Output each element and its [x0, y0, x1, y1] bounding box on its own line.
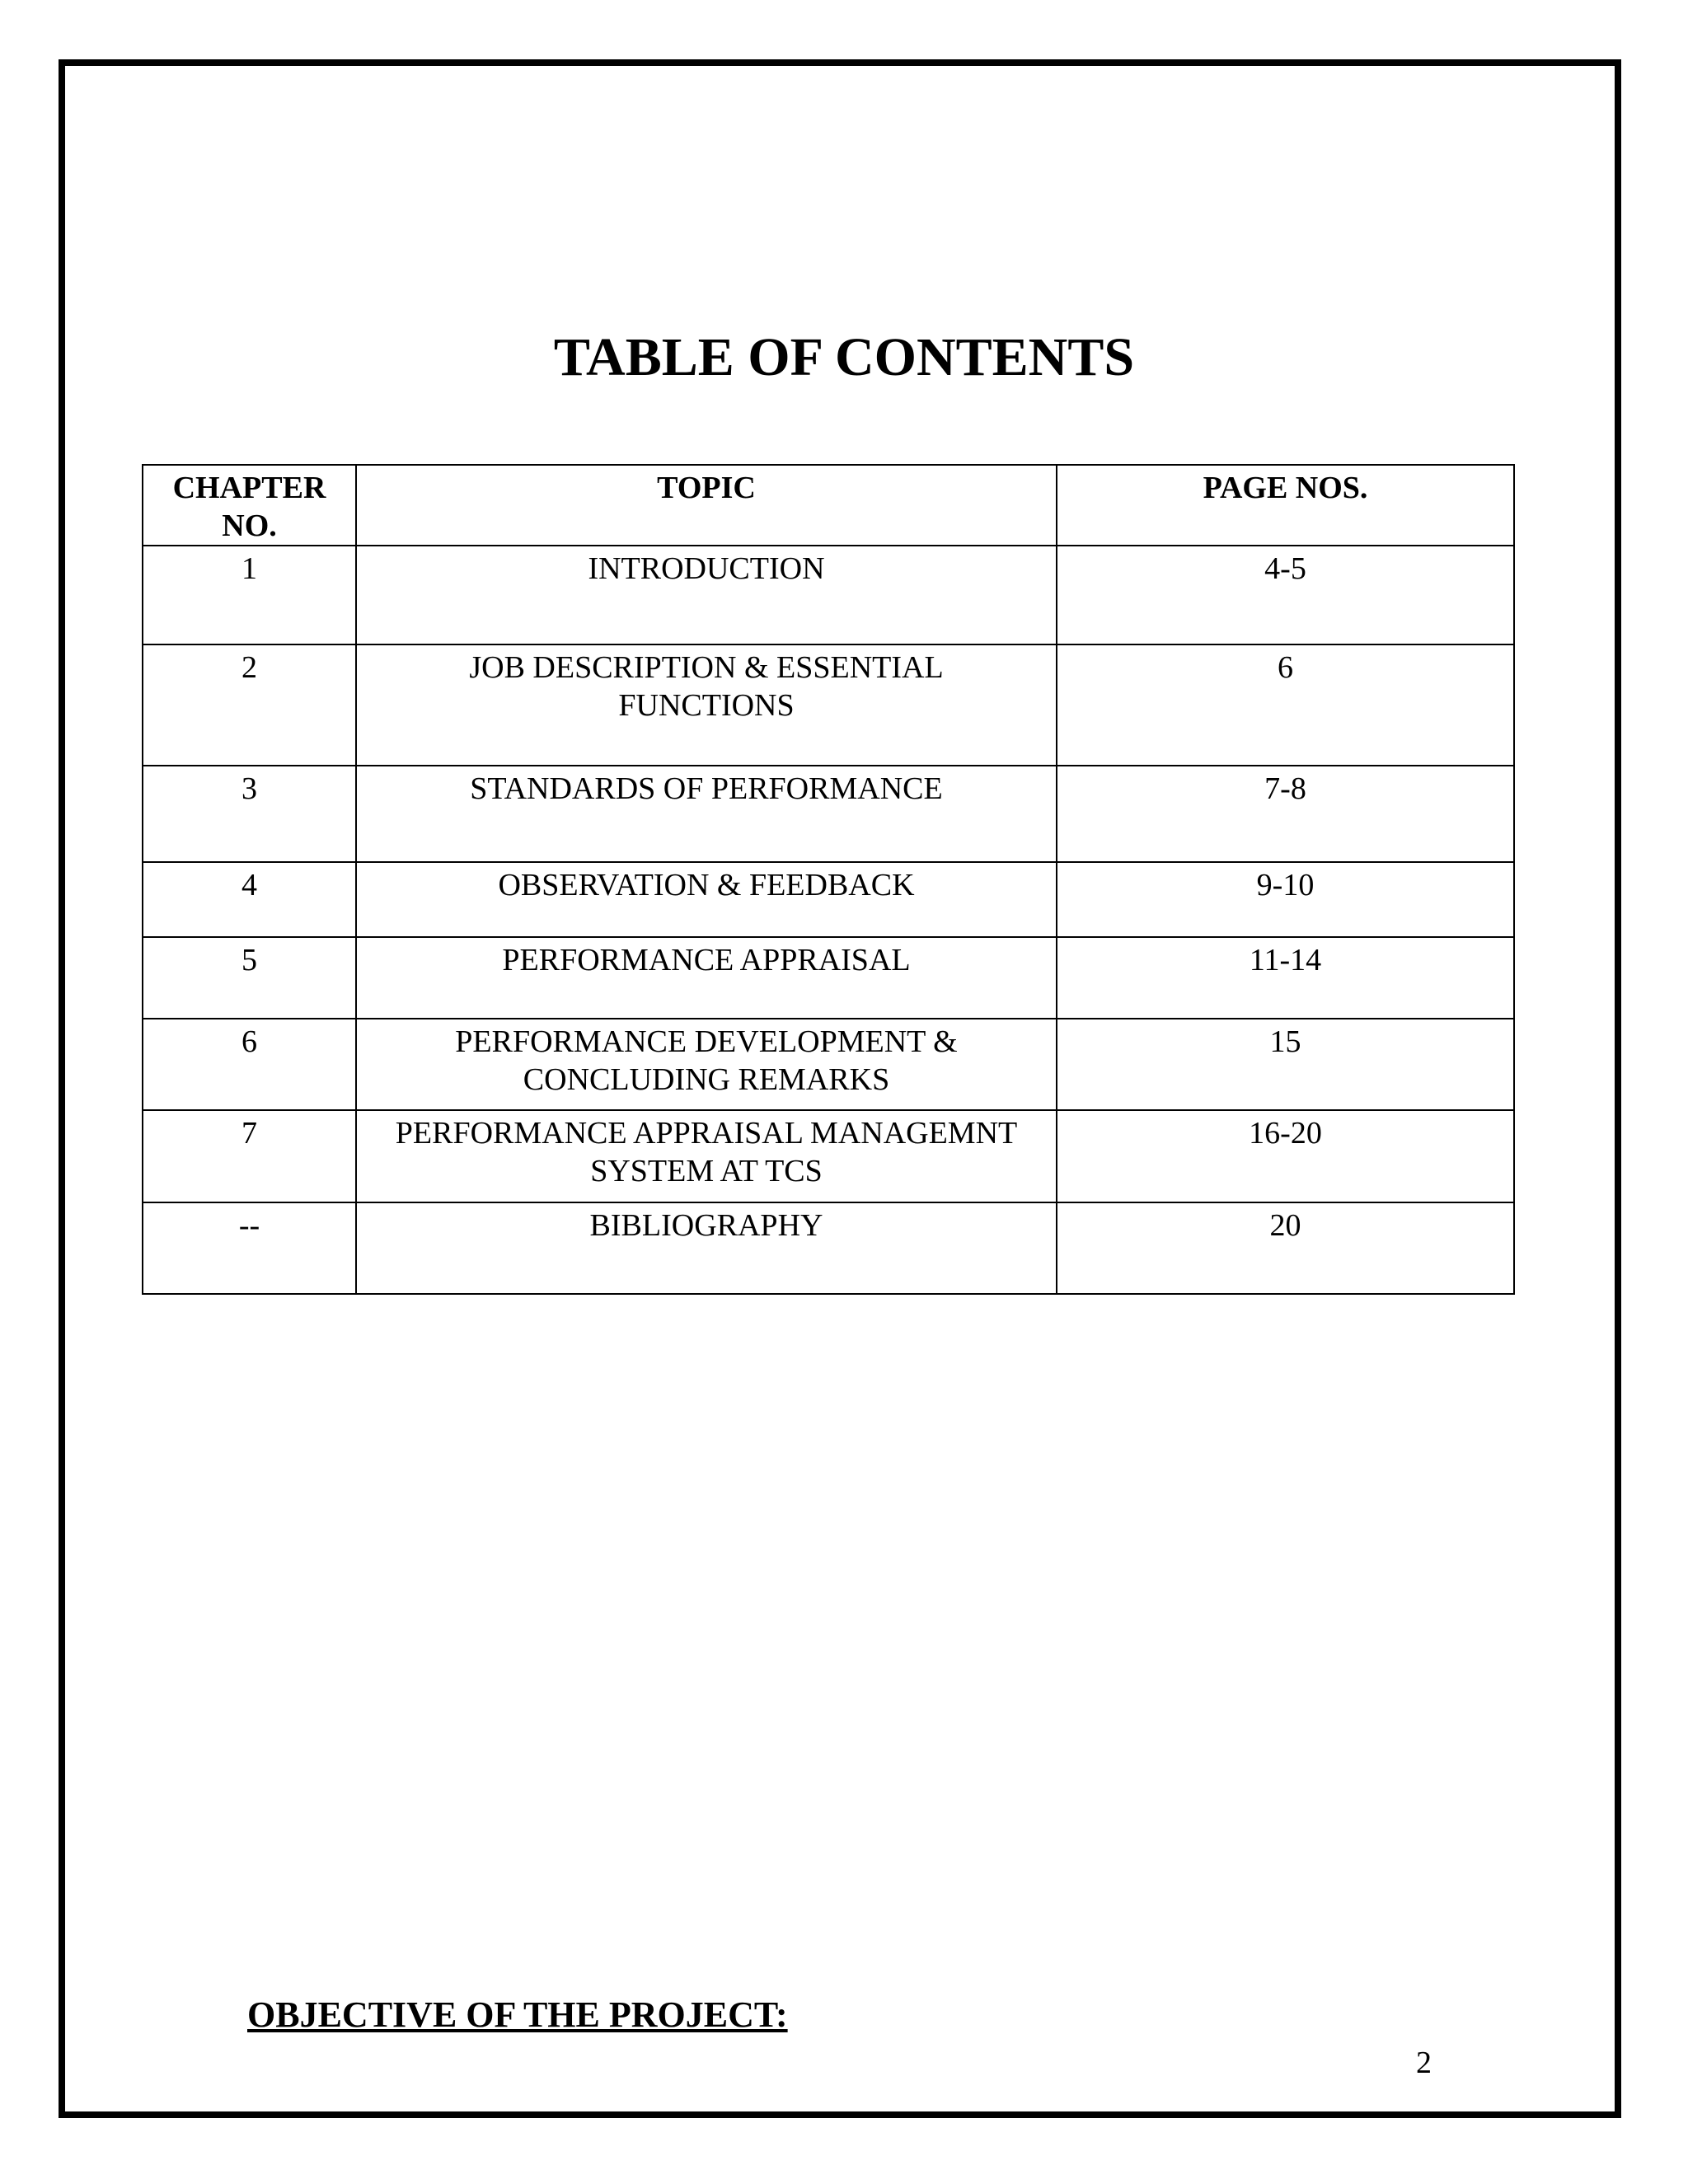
table-row — [143, 862, 1514, 937]
header-topic: TOPIC — [356, 465, 1057, 546]
row-topic-line1: BIBLIOGRAPHY — [589, 1208, 823, 1243]
row-topic-line1: PERFORMANCE DEVELOPMENT & — [455, 1024, 958, 1059]
row-topic — [356, 1110, 1057, 1202]
row-topic — [356, 1202, 1057, 1294]
row-topic — [356, 1019, 1057, 1110]
row-topic-line2: CONCLUDING REMARKS — [523, 1062, 890, 1097]
row-topic-line1: PERFORMANCE APPRAISAL MANAGEMNT — [395, 1116, 1018, 1151]
row-topic — [356, 644, 1057, 766]
row-pages: 6 — [1057, 644, 1514, 766]
header-chapter-no — [143, 465, 356, 546]
row-chapter: 7 — [143, 1110, 356, 1202]
row-topic-line2: FUNCTIONS — [618, 688, 795, 723]
row-chapter: 5 — [143, 937, 356, 1019]
row-chapter: 4 — [143, 862, 356, 937]
page-number: 2 — [1416, 2046, 1432, 2080]
table-row — [143, 1019, 1514, 1110]
header-chapter-line2: NO. — [222, 509, 277, 543]
row-topic-line1: JOB DESCRIPTION & ESSENTIAL — [469, 650, 944, 685]
row-pages: 7-8 — [1057, 766, 1514, 862]
row-topic-line1: PERFORMANCE APPRAISAL — [502, 943, 911, 977]
header-page-nos: PAGE NOS. — [1057, 465, 1514, 546]
table-row — [143, 1202, 1514, 1294]
table-row — [143, 766, 1514, 862]
row-topic-line1: INTRODUCTION — [588, 551, 825, 586]
row-chapter: 1 — [143, 546, 356, 644]
row-topic — [356, 766, 1057, 862]
row-topic — [356, 546, 1057, 644]
row-pages: 16-20 — [1057, 1110, 1514, 1202]
table-row — [143, 546, 1514, 644]
row-pages: 11-14 — [1057, 937, 1514, 1019]
row-pages: 9-10 — [1057, 862, 1514, 937]
row-topic-line1: OBSERVATION & FEEDBACK — [498, 868, 915, 902]
row-pages: 15 — [1057, 1019, 1514, 1110]
table-row — [143, 1110, 1514, 1202]
header-chapter-line1: CHAPTER — [172, 471, 326, 505]
row-pages: 4-5 — [1057, 546, 1514, 644]
row-chapter: -- — [143, 1202, 356, 1294]
objective-heading: OBJECTIVE OF THE PROJECT: — [247, 1994, 788, 2035]
toc-table — [142, 464, 1515, 1295]
row-pages: 20 — [1057, 1202, 1514, 1294]
table-row — [143, 937, 1514, 1019]
row-chapter: 6 — [143, 1019, 356, 1110]
row-topic — [356, 862, 1057, 937]
row-chapter: 3 — [143, 766, 356, 862]
table-row — [143, 644, 1514, 766]
page-title: TABLE OF CONTENTS — [553, 327, 1135, 387]
table-header-row — [143, 465, 1514, 546]
row-topic-line2: SYSTEM AT TCS — [590, 1154, 823, 1188]
row-topic-line1: STANDARDS OF PERFORMANCE — [470, 771, 943, 806]
row-topic — [356, 937, 1057, 1019]
row-chapter: 2 — [143, 644, 356, 766]
